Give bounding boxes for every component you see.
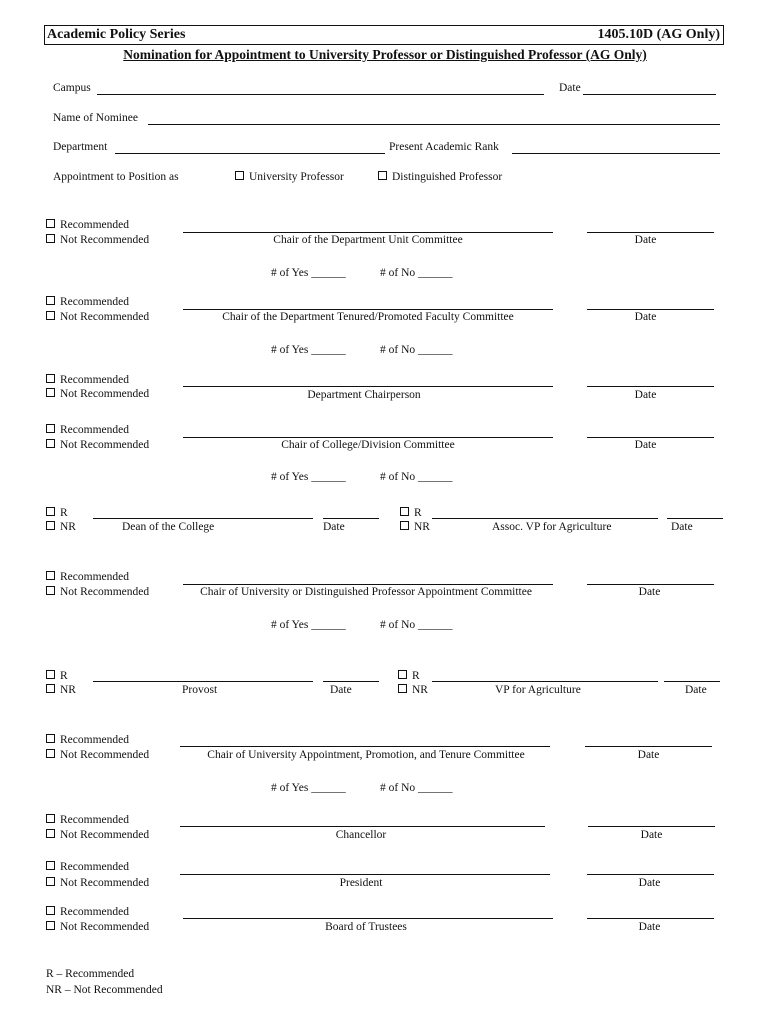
signer-title: Chair of the Department Tenured/Promoted Faculty Committee	[222, 311, 514, 323]
signer-title: Dean of the College	[122, 521, 215, 533]
signer-title: Board of Trustees	[325, 921, 407, 933]
checkbox-icon[interactable]	[235, 171, 244, 180]
checkbox-icon[interactable]	[46, 311, 55, 320]
not-recommended-option[interactable]: Not Recommended	[46, 586, 149, 598]
signature-line[interactable]	[180, 826, 545, 827]
date-caption: Date	[330, 684, 352, 696]
date-caption: Date	[671, 521, 693, 533]
recommended-option[interactable]: Recommended	[46, 374, 129, 386]
date-line[interactable]	[587, 309, 714, 310]
date-caption: Date	[685, 684, 707, 696]
date-line[interactable]	[587, 874, 714, 875]
signature-line[interactable]	[93, 681, 313, 682]
checkbox-icon[interactable]	[46, 424, 55, 433]
date-caption: Date	[640, 829, 663, 841]
signature-line[interactable]	[432, 681, 658, 682]
r-option[interactable]: R	[46, 670, 68, 682]
department-label: Department	[53, 141, 108, 153]
form-title: Nomination for Appointment to University Professor or Distinguished Professor (AG Only)	[123, 47, 647, 62]
nr-option[interactable]: NR	[398, 684, 428, 696]
checkbox-icon[interactable]	[398, 670, 407, 679]
checkbox-icon[interactable]	[400, 521, 409, 530]
checkbox-icon[interactable]	[46, 829, 55, 838]
signer-title: Chair of College/Division Committee	[281, 439, 455, 451]
policy-series: Academic Policy Series	[47, 27, 186, 42]
nr-option[interactable]: NR	[46, 684, 76, 696]
checkbox-icon[interactable]	[46, 906, 55, 915]
date-field[interactable]	[583, 94, 716, 95]
department-field[interactable]	[115, 153, 385, 154]
signer-title: Department Chairperson	[307, 389, 421, 401]
legend-nr: NR – Not Recommended	[46, 984, 163, 996]
signature-line[interactable]	[183, 437, 553, 438]
date-caption: Date	[323, 521, 345, 533]
checkbox-icon[interactable]	[46, 877, 55, 886]
signature-line[interactable]	[432, 518, 658, 519]
no-count[interactable]: # of No ______	[380, 471, 453, 483]
checkbox-icon[interactable]	[46, 586, 55, 595]
nr-option[interactable]: NR	[400, 521, 430, 533]
checkbox-icon[interactable]	[46, 571, 55, 580]
date-caption: Date	[637, 749, 660, 761]
signer-title: Chair of University or Distinguished Professor Appointment Committee	[200, 586, 532, 598]
checkbox-icon[interactable]	[46, 521, 55, 530]
not-recommended-option[interactable]: Not Recommended	[46, 311, 149, 323]
yes-count[interactable]: # of Yes ______	[271, 619, 346, 631]
signer-title: Chancellor	[335, 829, 387, 841]
not-recommended-option[interactable]: Not Recommended	[46, 749, 149, 761]
rank-label: Present Academic Rank	[389, 141, 499, 153]
campus-label: Campus	[53, 82, 91, 94]
recommended-option[interactable]: Recommended	[46, 424, 129, 436]
signer-title: Provost	[182, 684, 218, 696]
date-caption: Date	[638, 586, 661, 598]
not-recommended-option[interactable]: Not Recommended	[46, 877, 149, 889]
date-caption: Date	[634, 311, 657, 323]
signer-title: Chair of the Department Unit Committee	[273, 234, 463, 246]
signer-title: VP for Agriculture	[495, 684, 581, 696]
nr-option[interactable]: NR	[46, 521, 76, 533]
checkbox-icon[interactable]	[46, 507, 55, 516]
checkbox-icon[interactable]	[46, 670, 55, 679]
signature-line[interactable]	[180, 746, 550, 747]
date-line[interactable]	[664, 681, 720, 682]
checkbox-icon[interactable]	[46, 749, 55, 758]
date-line[interactable]	[667, 518, 723, 519]
checkbox-icon[interactable]	[46, 388, 55, 397]
no-count[interactable]: # of No ______	[380, 782, 453, 794]
no-count[interactable]: # of No ______	[380, 344, 453, 356]
checkbox-icon[interactable]	[46, 374, 55, 383]
signer-title: Assoc. VP for Agriculture	[492, 521, 612, 533]
date-line[interactable]	[323, 518, 379, 519]
date-line[interactable]	[323, 681, 379, 682]
not-recommended-option[interactable]: Not Recommended	[46, 388, 149, 400]
date-line[interactable]	[587, 437, 714, 438]
recommended-option[interactable]: Recommended	[46, 296, 129, 308]
not-recommended-option[interactable]: Not Recommended	[46, 829, 149, 841]
appointment-label: Appointment to Position as	[53, 171, 179, 183]
recommended-option[interactable]: Recommended	[46, 734, 129, 746]
date-caption: Date	[638, 921, 661, 933]
checkbox-icon[interactable]	[400, 507, 409, 516]
checkbox-icon[interactable]	[378, 171, 387, 180]
signature-line[interactable]	[183, 918, 553, 919]
campus-field[interactable]	[97, 94, 544, 95]
recommended-option[interactable]: Recommended	[46, 219, 129, 231]
no-count[interactable]: # of No ______	[380, 619, 453, 631]
nominee-label: Name of Nominee	[53, 112, 138, 124]
date-caption: Date	[634, 439, 657, 451]
signer-title: President	[339, 877, 383, 889]
signature-line[interactable]	[183, 309, 553, 310]
checkbox-icon[interactable]	[46, 861, 55, 870]
checkbox-icon[interactable]	[46, 439, 55, 448]
date-caption: Date	[634, 389, 657, 401]
recommended-option[interactable]: Recommended	[46, 861, 129, 873]
checkbox-icon[interactable]	[46, 234, 55, 243]
checkbox-icon[interactable]	[46, 219, 55, 228]
signature-line[interactable]	[183, 584, 553, 585]
no-count[interactable]: # of No ______	[380, 267, 453, 279]
signer-title: Chair of University Appointment, Promotion, and Tenure Committee	[207, 749, 525, 761]
checkbox-icon[interactable]	[46, 921, 55, 930]
document-header	[44, 25, 724, 45]
signature-line[interactable]	[183, 386, 553, 387]
option-university-professor[interactable]: University Professor	[235, 171, 344, 183]
date-line[interactable]	[587, 584, 714, 585]
yes-count[interactable]: # of Yes ______	[271, 267, 346, 279]
r-option[interactable]: R	[400, 507, 422, 519]
date-line[interactable]	[587, 232, 714, 233]
checkbox-icon[interactable]	[46, 684, 55, 693]
yes-count[interactable]: # of Yes ______	[271, 782, 346, 794]
date-line[interactable]	[587, 918, 714, 919]
signature-line[interactable]	[180, 874, 550, 875]
r-option[interactable]: R	[398, 670, 420, 682]
yes-count[interactable]: # of Yes ______	[271, 344, 346, 356]
date-line[interactable]	[588, 826, 715, 827]
option-distinguished-professor[interactable]: Distinguished Professor	[378, 171, 502, 183]
date-caption: Date	[638, 877, 661, 889]
date-label: Date	[559, 82, 581, 94]
signature-line[interactable]	[183, 232, 553, 233]
not-recommended-option[interactable]: Not Recommended	[46, 439, 149, 451]
recommended-option[interactable]: Recommended	[46, 814, 129, 826]
policy-code: 1405.10D (AG Only)	[597, 27, 720, 42]
date-caption: Date	[634, 234, 657, 246]
legend-r: R – Recommended	[46, 968, 135, 980]
not-recommended-option[interactable]: Not Recommended	[46, 921, 149, 933]
recommended-option[interactable]: Recommended	[46, 571, 129, 583]
date-line[interactable]	[585, 746, 712, 747]
checkbox-icon[interactable]	[398, 684, 407, 693]
checkbox-icon[interactable]	[46, 734, 55, 743]
date-line[interactable]	[587, 386, 714, 387]
checkbox-icon[interactable]	[46, 296, 55, 305]
yes-count[interactable]: # of Yes ______	[271, 471, 346, 483]
not-recommended-option[interactable]: Not Recommended	[46, 234, 149, 246]
rank-field[interactable]	[512, 153, 720, 154]
checkbox-icon[interactable]	[46, 814, 55, 823]
recommended-option[interactable]: Recommended	[46, 906, 129, 918]
r-option[interactable]: R	[46, 507, 68, 519]
nominee-field[interactable]	[148, 124, 720, 125]
signature-line[interactable]	[93, 518, 313, 519]
